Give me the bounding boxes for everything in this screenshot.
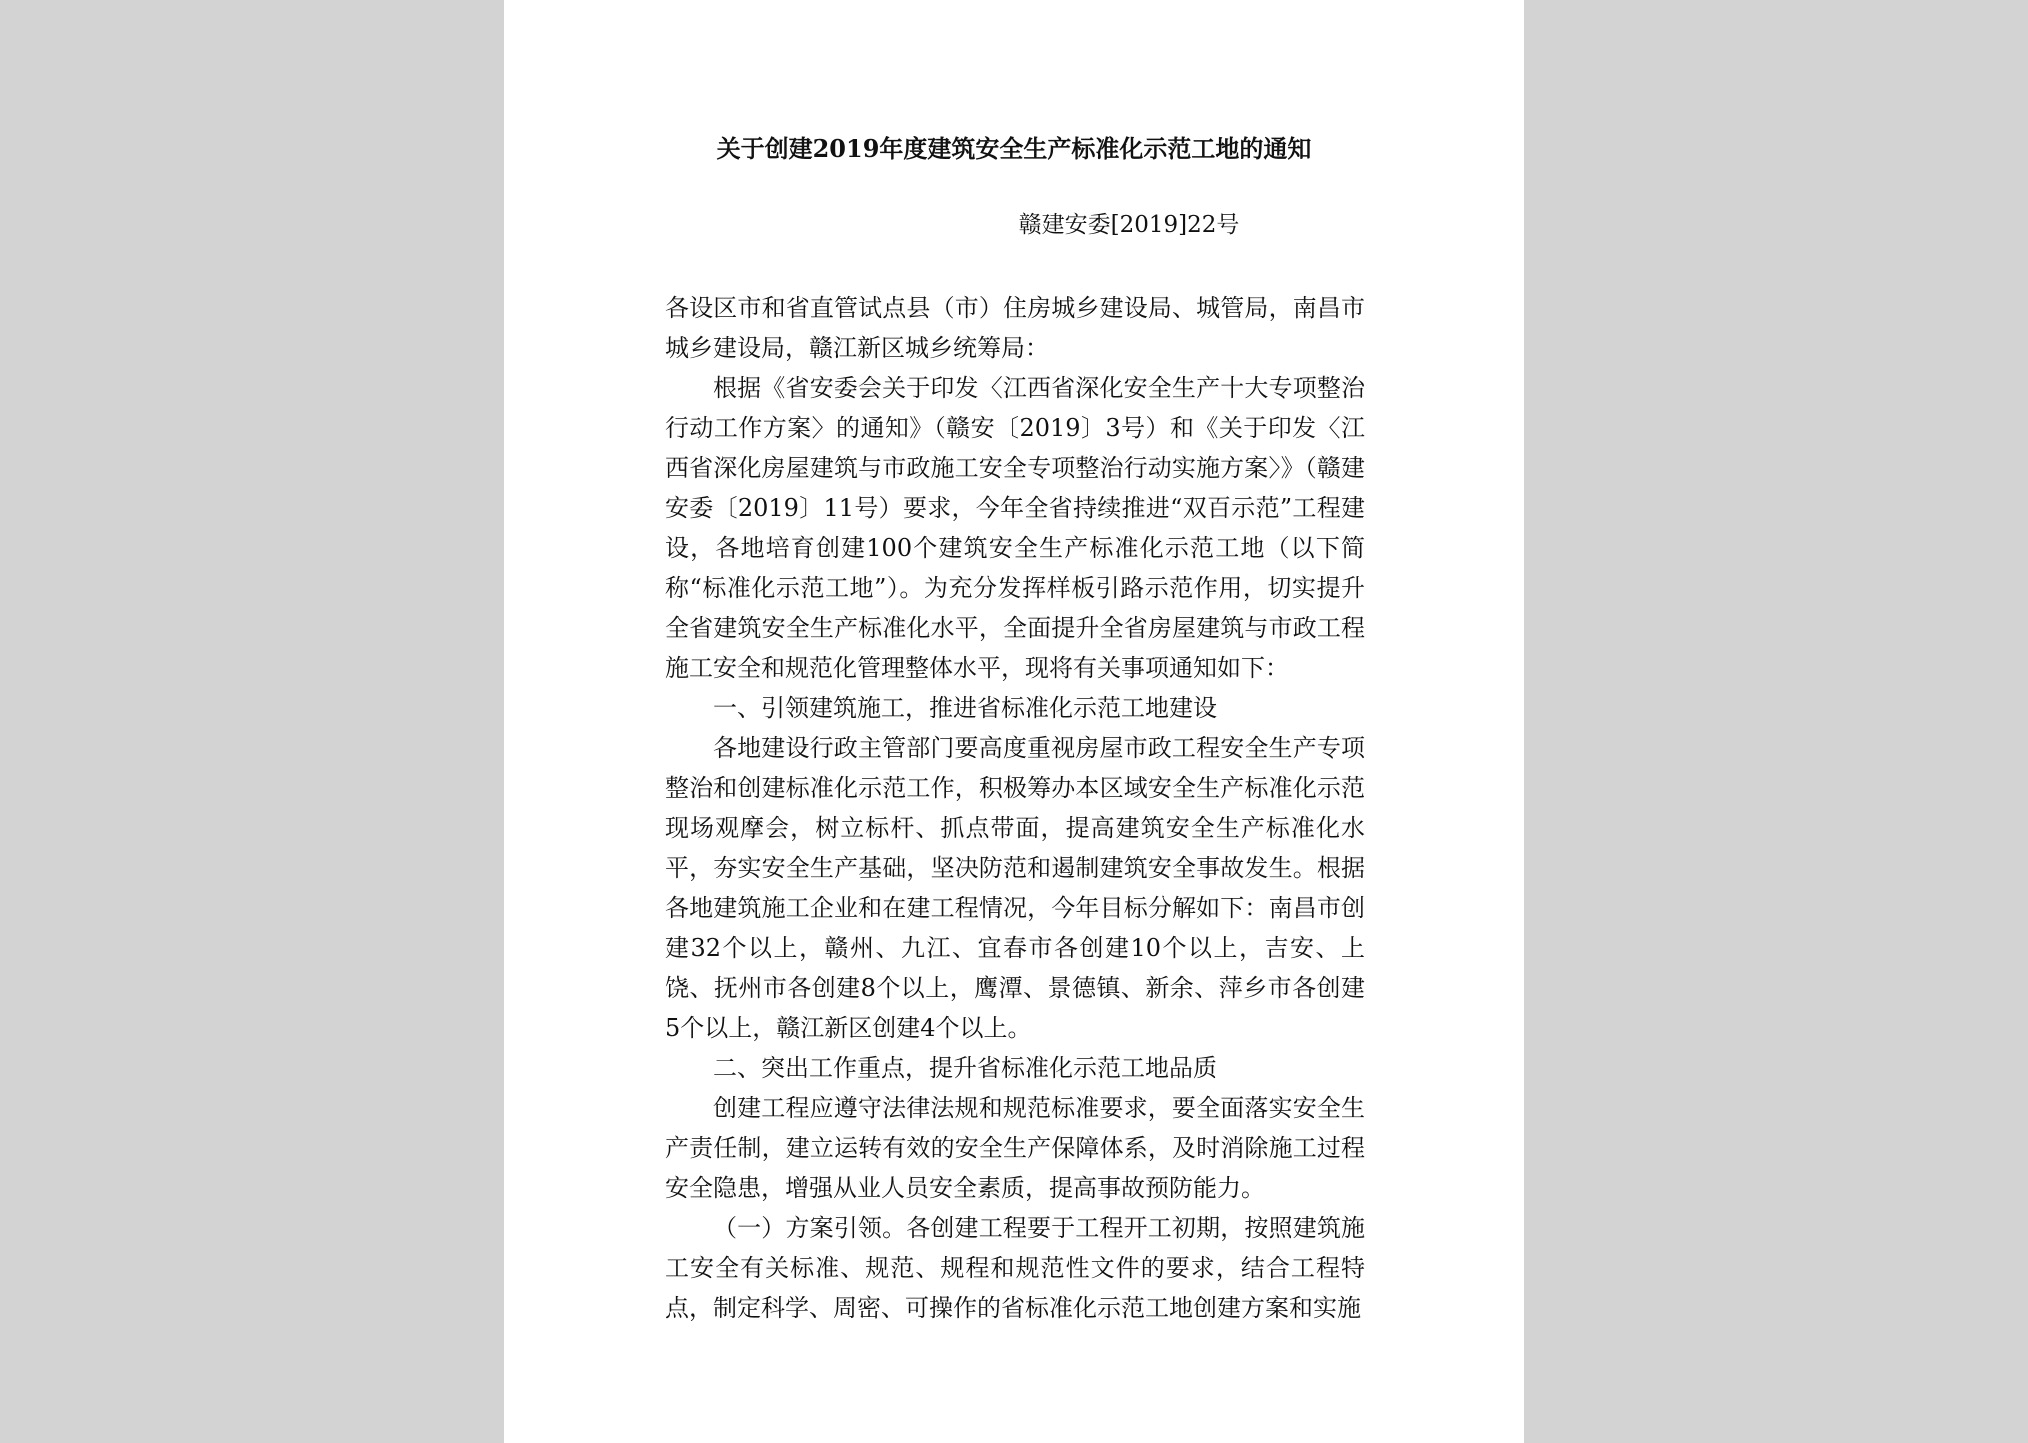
paragraph-addressee: 各设区市和省直管试点县（市）住房城乡建设局、城管局，南昌市城乡建设局，赣江新区城乡统筹局： (665, 294, 1365, 362)
document-body (665, 288, 1365, 1328)
paragraph: 创建工程应遵守法律法规和规范标准要求，要全面落实安全生产责任制，建立运转有效的安全生产保障体系，及时消除施工过程安全隐患，增强从业人员安全素质，提高事故预防能力。 (665, 1094, 1365, 1202)
paragraph: （一）方案引领。各创建工程要于工程开工初期，按照建筑施工安全有关标准、规范、规程和规范性文件的要求，结合工程特点，制定科学、周密、可操作的省标准化示范工地创建方案和实施 (665, 1214, 1365, 1322)
document-page (504, 0, 1524, 1443)
document-title: 关于创建2019年度建筑安全生产标准化示范工地的通知 (716, 134, 1312, 163)
paragraph: 各地建设行政主管部门要高度重视房屋市政工程安全生产专项整治和创建标准化示范工作，积极筹办本区域安全生产标准化示范现场观摩会，树立标杆、抓点带面，提高建筑安全生产标准化水平，夯实安全生产基础，坚决防范和遏制建筑安全事故发生。根据各地建筑施工企业和在建工程情况，今年目标分解如下：南昌市创建32个以上，赣州、九江、宜春市各创建10个以上，吉安、上饶、抚州市各创建8个以上，鹰潭、景德镇、新余、萍乡市各创建5个以上，赣江新区创建4个以上。 (665, 734, 1365, 1042)
section-heading-2: 二、突出工作重点，提升省标准化示范工地品质 (713, 1054, 1217, 1082)
document-number: 赣建安委[2019]22号 (1018, 212, 1240, 238)
section-heading-1: 一、引领建筑施工，推进省标准化示范工地建设 (713, 694, 1217, 722)
paragraph: 根据《省安委会关于印发〈江西省深化安全生产十大专项整治行动工作方案〉的通知》（赣安〔2019〕3号）和《关于印发〈江西省深化房屋建筑与市政施工安全专项整治行动实施方案〉》（赣建安委〔2019〕11号）要求，今年全省持续推进“双百示范”工程建设，各地培育创建100个建筑安全生产标准化示范工地（以下简称“标准化示范工地”）。为充分发挥样板引路示范作用，切实提升全省建筑安全生产标准化水平，全面提升全省房屋建筑与市政工程施工安全和规范化管理整体水平，现将有关事项通知如下： (665, 374, 1365, 682)
